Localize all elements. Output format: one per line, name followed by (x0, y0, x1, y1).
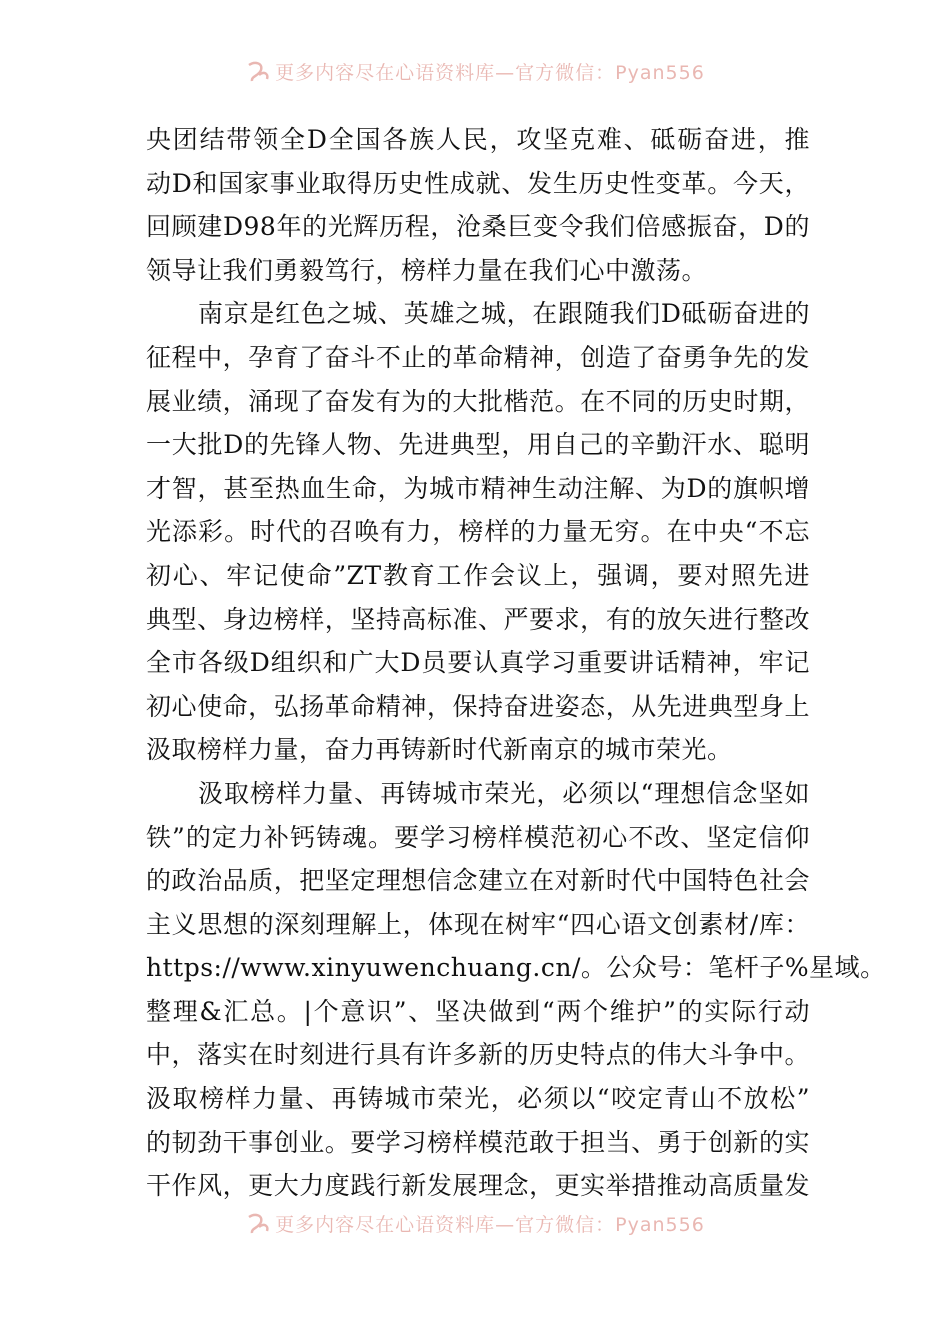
text-line: 领导让我们勇毅笃行，榜样力量在我们心中激荡。 (146, 255, 708, 285)
watermark-header (0, 58, 950, 85)
text-line: 全市各级D组织和广大D员要认真学习重要讲话精神，牢记 (146, 648, 810, 678)
text-line: 央团结带领全D全国各族人民，攻坚克难、砥砺奋进，推 (146, 125, 810, 154)
text-line: 回顾建D98年的光辉历程，沧桑巨变令我们倍感振奋，D的 (146, 212, 810, 242)
text-line: 汲取榜样力量、再铸城市荣光，必须以“理想信念坚如 (198, 778, 810, 808)
text-line: 的韧劲干事创业。要学习榜样模范敢于担当、勇于创新的实 (146, 1127, 810, 1157)
document-body (146, 118, 886, 1208)
text-line: 汲取榜样力量、再铸城市荣光，必须以“咬定青山不放松” (146, 1084, 810, 1114)
text-line: 一大批D的先锋人物、先进典型，用自己的辛勤汗水、聪明 (146, 430, 810, 460)
text-line: 征程中，孕育了奋斗不止的革命精神，创造了奋勇争先的发 (146, 342, 810, 372)
text-line: 整理&汇总。|个意识”、坚决做到“两个维护”的实际行动 (146, 996, 810, 1026)
text-line: 初心、牢记使命”ZT教育工作会议上，强调，要对照先进 (146, 560, 810, 590)
text-line: 典型、身边榜样，坚持高标准、严要求，有的放矢进行整改 (146, 604, 810, 634)
logo-icon (245, 61, 271, 83)
watermark-text: 更多内容尽在心语资料库—官方微信：Pyan556 (275, 62, 705, 84)
text-line: 光添彩。时代的召唤有力，榜样的力量无穷。在中央“不忘 (146, 517, 810, 547)
logo-icon (245, 1213, 271, 1235)
text-line: 主义思想的深刻理解上，体现在树牢“四心语文创素材/库： (146, 909, 810, 939)
text-line: 展业绩，涌现了奋发有为的大批楷范。在不同的历史时期， (146, 386, 810, 416)
text-line: https://www.xinyuwenchuang.cn/。公众号：笔杆子%星域。 (146, 953, 886, 983)
text-line: 中，落实在时刻进行具有许多新的历史特点的伟大斗争中。 (146, 1040, 810, 1070)
text-line: 干作风，更大力度践行新发展理念，更实举措推动高质量发 (146, 1171, 810, 1201)
watermark-footer (0, 1210, 950, 1237)
text-line: 南京是红色之城、英雄之城，在跟随我们D砥砺奋进的 (198, 299, 810, 329)
text-line: 的政治品质，把坚定理想信念建立在对新时代中国特色社会 (146, 866, 810, 896)
text-line: 才智，甚至热血生命，为城市精神生动注解、为D的旗帜增 (146, 473, 810, 503)
text-line: 动D和国家事业取得历史性成就、发生历史性变革。今天， (146, 168, 810, 198)
text-line: 汲取榜样力量，奋力再铸新时代新南京的城市荣光。 (146, 735, 733, 765)
watermark-text: 更多内容尽在心语资料库—官方微信：Pyan556 (275, 1214, 705, 1236)
text-line: 初心使命，弘扬革命精神，保持奋进姿态，从先进典型身上 (146, 691, 810, 721)
text-line: 铁”的定力补钙铸魂。要学习榜样模范初心不改、坚定信仰 (146, 822, 810, 852)
